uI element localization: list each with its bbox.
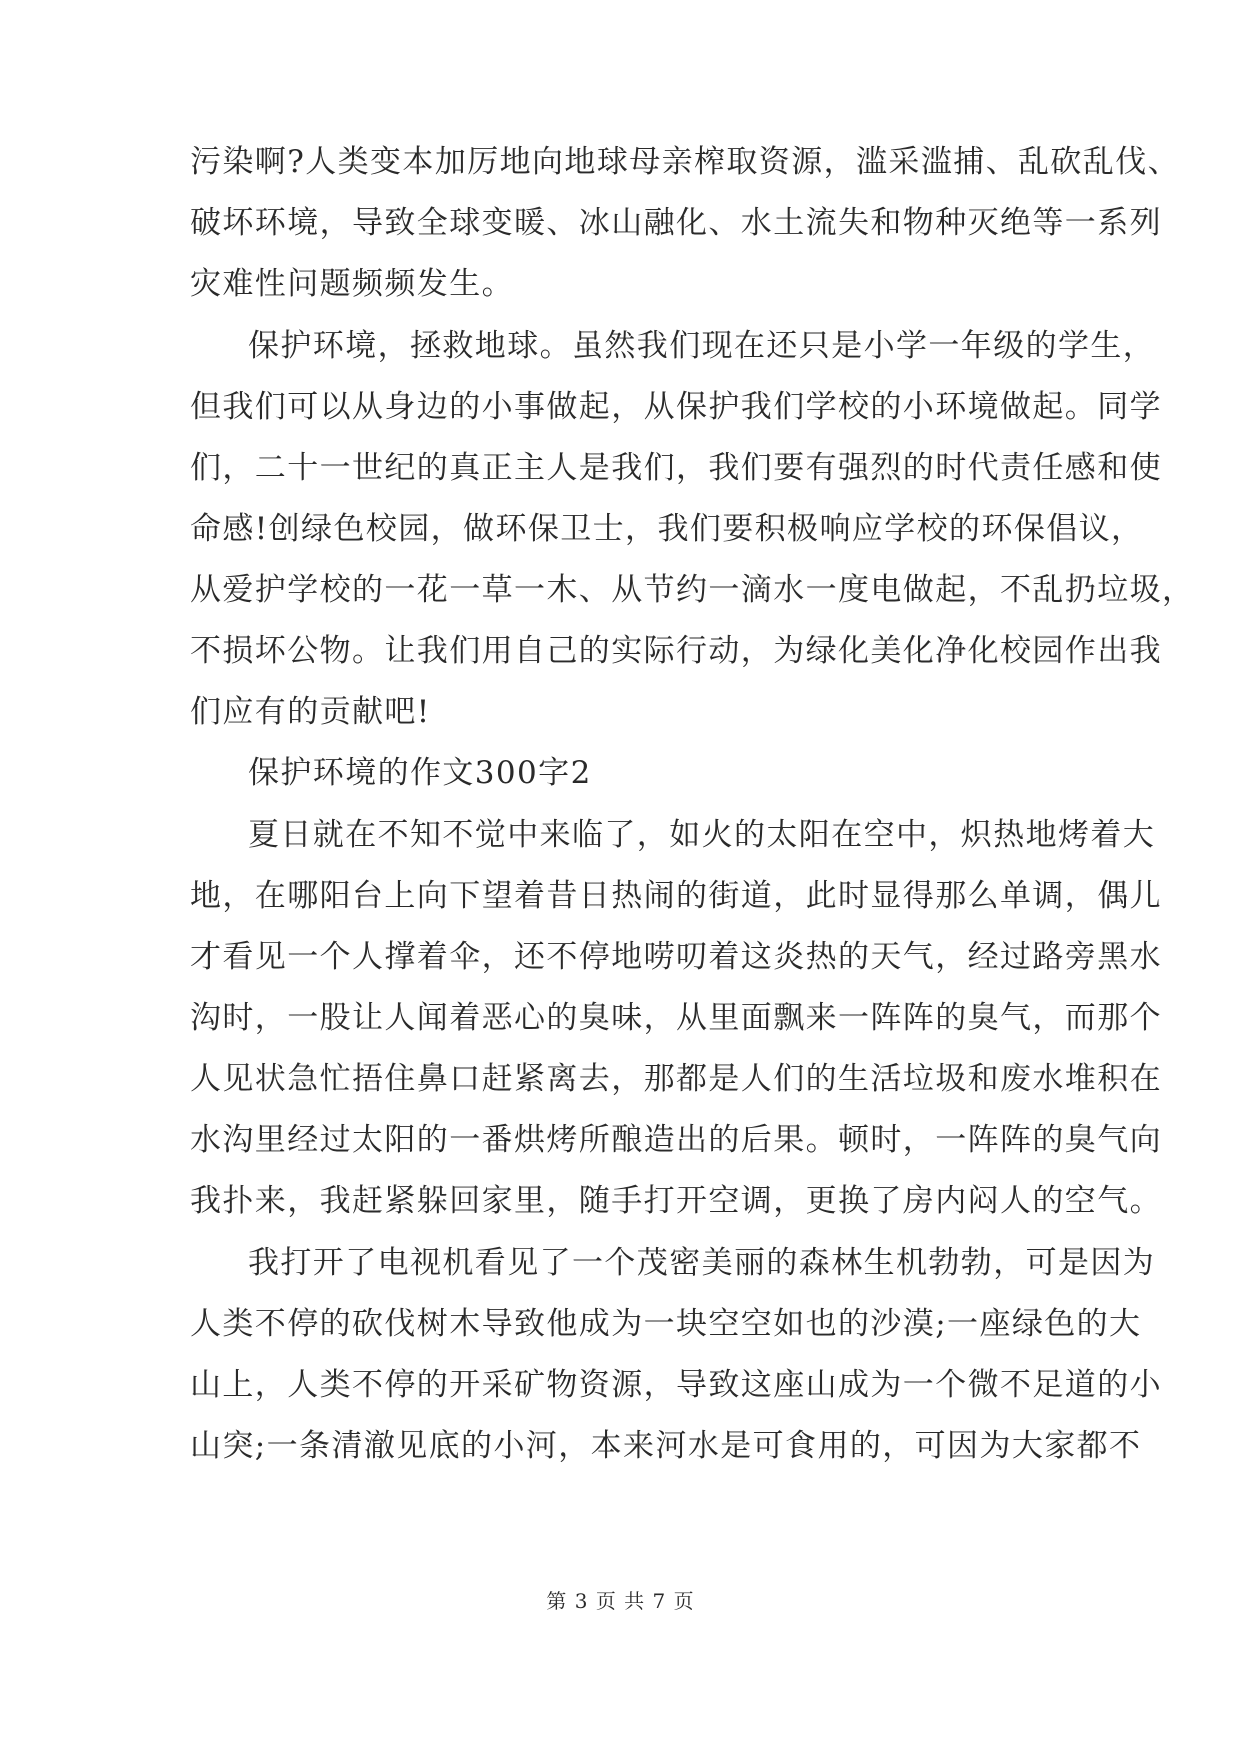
text-line: 山上，人类不停的开采矿物资源，导致这座山成为一个微不足道的小: [190, 1367, 1162, 1403]
text-line: 从爱护学校的一花一草一木、从节约一滴水一度电做起，不乱扔垃圾，: [190, 572, 1195, 608]
text-line: 沟时，一股让人闻着恶心的臭味，从里面飘来一阵阵的臭气，而那个: [190, 1000, 1162, 1036]
paragraph-first-line: 夏日就在不知不觉中来临了，如火的太阳在空中，炽热地烤着大: [248, 817, 1156, 853]
text-line: 但我们可以从身边的小事做起，从保护我们学校的小环境做起。同学: [190, 389, 1162, 425]
section-heading: 保护环境的作文300字2: [248, 755, 592, 791]
text-line: 水沟里经过太阳的一番烘烤所酿造出的后果。顿时，一阵阵的臭气向: [190, 1122, 1162, 1158]
paragraph-first-line: 我打开了电视机看见了一个茂密美丽的森林生机勃勃，可是因为: [248, 1245, 1156, 1281]
text-line: 们应有的贡献吧!: [190, 694, 431, 730]
text-line: 人见状急忙捂住鼻口赶紧离去，那都是人们的生活垃圾和废水堆积在: [190, 1061, 1162, 1097]
text-line: 灾难性问题频频发生。: [190, 266, 514, 302]
page-number-footer: 第 3 页 共 7 页: [546, 1589, 695, 1613]
text-line: 才看见一个人撑着伞，还不停地唠叨着这炎热的天气，经过路旁黑水: [190, 939, 1162, 975]
paragraph-first-line: 保护环境，拯救地球。虽然我们现在还只是小学一年级的学生，: [248, 328, 1156, 364]
text-line: 山突;一条清澈见底的小河，本来河水是可食用的，可因为大家都不: [190, 1428, 1142, 1464]
text-line: 命感!创绿色校园，做环保卫士，我们要积极响应学校的环保倡议，: [190, 511, 1144, 547]
text-line: 人类不停的砍伐树木导致他成为一块空空如也的沙漠;一座绿色的大: [190, 1306, 1142, 1342]
text-line: 破坏环境，导致全球变暖、冰山融化、水土流失和物种灭绝等一系列: [190, 205, 1162, 241]
text-line: 不损坏公物。让我们用自己的实际行动，为绿化美化净化校园作出我: [190, 633, 1162, 669]
text-line: 们，二十一世纪的真正主人是我们，我们要有强烈的时代责任感和使: [190, 450, 1162, 486]
text-line: 污染啊?人类变本加厉地向地球母亲榨取资源，滥采滥捕、乱砍乱伐、: [190, 144, 1181, 180]
text-line: 地，在哪阳台上向下望着昔日热闹的街道，此时显得那么单调，偶儿: [190, 878, 1162, 914]
text-line: 我扑来，我赶紧躲回家里，随手打开空调，更换了房内闷人的空气。: [190, 1183, 1162, 1219]
